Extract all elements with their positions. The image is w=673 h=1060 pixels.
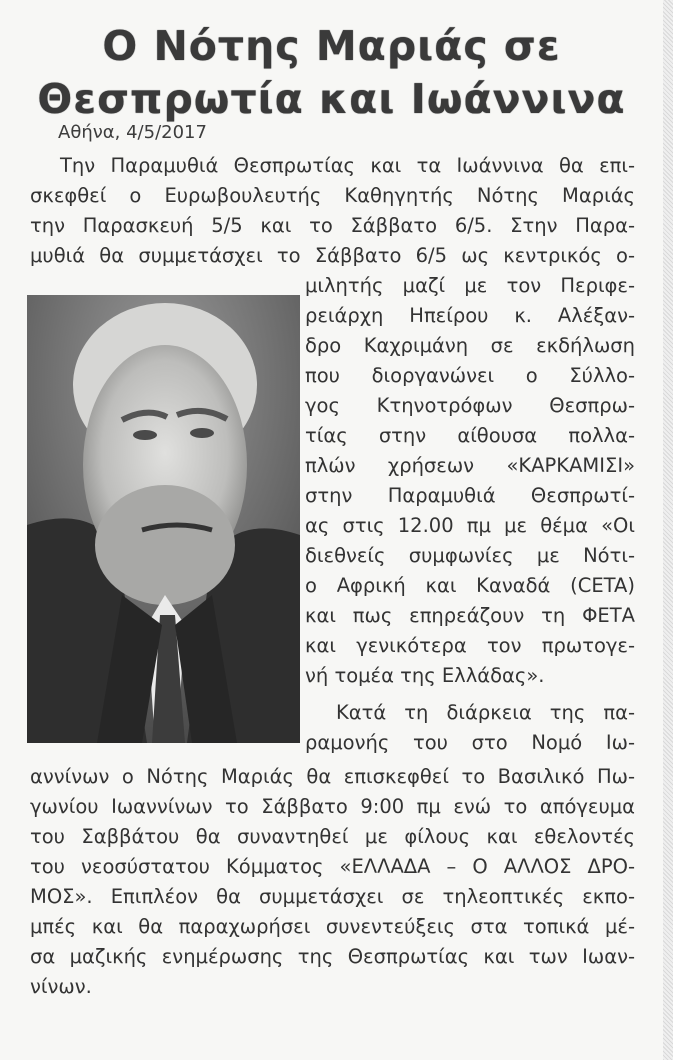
dateline: Αθήνα, 4/5/2017 <box>58 122 207 143</box>
body-line: μυθιά θα συμμετάσχει το Σάββατο 6/5 ως κεντρικός ο- <box>30 244 635 267</box>
headline-line-1: Ο Νότης Μαριάς σε <box>102 22 561 70</box>
body-line: δρο Καχριμάνη σε εκδήλωση <box>305 334 635 357</box>
body-line: αννίνων ο Νότης Μαριάς θα επισκεφθεί το Βασιλικό Πω- <box>30 765 635 788</box>
body-line: ο Αφρική και Καναδά (CETA) <box>305 574 635 597</box>
body-line: ραμονής του στο Νομό Ιω- <box>305 731 635 754</box>
body-line: μπές και θα παραχωρήσει συνεντεύξεις στα τοπικά μέ- <box>30 915 635 938</box>
body-line: νίνων. <box>30 975 92 998</box>
body-line: και πως επηρεάζουν τη ΦΕΤΑ <box>305 604 635 627</box>
body-line: γος Κτηνοτρόφων Θεσπρω- <box>305 394 635 417</box>
portrait-image-icon <box>27 295 300 743</box>
body-line: σα μαζικής ενημέρωσης της Θεσπρωτίας και των Ιωαν- <box>30 945 635 968</box>
scan-edge <box>663 0 673 1060</box>
body-line: σκεφθεί ο Ευρωβουλευτής Καθηγητής Νότης Μαριάς <box>30 184 635 207</box>
body-line: Κατά τη διάρκεια της πα- <box>336 701 635 724</box>
body-line: του νεοσύστατου Κόμματος «ΕΛΛΑΔΑ – Ο ΑΛΛΟΣ ΔΡΟ- <box>30 855 635 878</box>
body-line: και γενικότερα τον πρωτογε- <box>305 634 635 657</box>
headline-line-2: Θεσπρωτία και Ιωάννινα <box>37 75 626 123</box>
body-line: διεθνείς συμφωνίες με Νότι- <box>305 544 635 567</box>
body-line: στην Παραμυθιά Θεσπρωτί- <box>305 484 635 507</box>
portrait-photo <box>27 295 300 743</box>
body-line: γωνίου Ιωαννίνων το Σάββατο 9:00 πμ ενώ το απόγευμα <box>30 795 635 818</box>
body-line: Την Παραμυθιά Θεσπρωτίας και τα Ιωάννινα θα επι- <box>60 154 635 177</box>
body-line: του Σαββάτου θα συναντηθεί με φίλους και εθελοντές <box>30 825 635 848</box>
body-line: νή τομέα της Ελλάδας». <box>305 664 545 687</box>
body-line: ας στις 12.00 πμ με θέμα «Οι <box>305 514 635 537</box>
body-line: πλών χρήσεων «ΚΑΡΚΑΜΙΣΙ» <box>305 454 635 477</box>
body-line: τίας στην αίθουσα πολλα- <box>305 424 635 447</box>
body-line: ΜΟΣ». Επιπλέον θα συμμετάσχει σε τηλεοπτικές εκπο- <box>30 885 635 908</box>
body-line: ρειάρχη Ηπείρου κ. Αλέξαν- <box>305 304 635 327</box>
body-line: μιλητής μαζί με τον Περιφε- <box>305 274 635 297</box>
body-line: την Παρασκευή 5/5 και το Σάββατο 6/5. Στην Παρα- <box>30 214 635 237</box>
body-line: που διοργανώνει ο Σύλλο- <box>305 364 635 387</box>
